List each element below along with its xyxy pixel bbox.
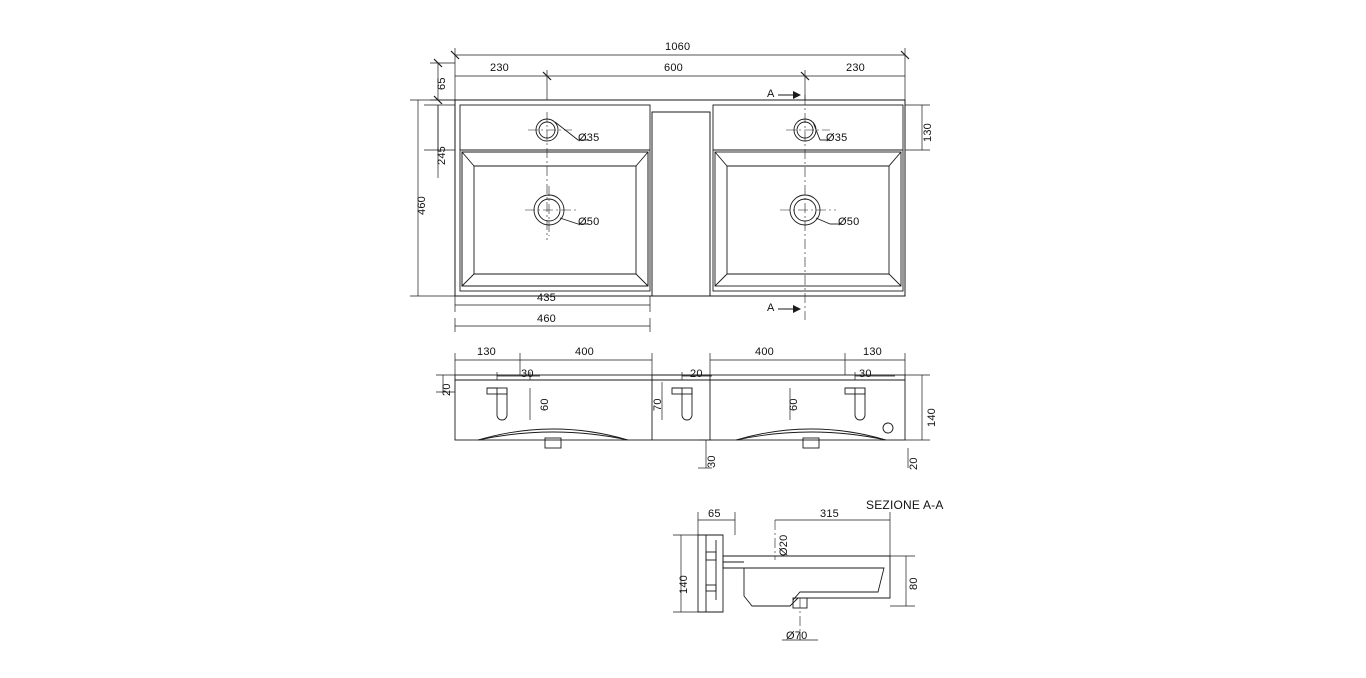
dim-front-depth-left: 60 bbox=[539, 398, 551, 411]
dim-section-bowl-height: 80 bbox=[908, 577, 920, 590]
dim-front-total-height: 140 bbox=[926, 408, 938, 427]
dim-top-left-segment: 230 bbox=[490, 62, 509, 74]
dim-section-tap-hole: Ø20 bbox=[778, 534, 790, 556]
hole-label-tap-right: Ø35 bbox=[826, 132, 848, 144]
section-mark-top: A bbox=[767, 88, 775, 100]
dim-top-center-segment: 600 bbox=[664, 62, 683, 74]
dim-front-bottom-rise: 30 bbox=[706, 455, 718, 468]
hole-label-drain-left: Ø50 bbox=[578, 216, 600, 228]
dim-top-back-offset: 65 bbox=[436, 77, 448, 90]
dim-top-right-segment: 230 bbox=[846, 62, 865, 74]
dim-top-overall-width: 1060 bbox=[665, 41, 691, 53]
dim-section-bowl-width: 315 bbox=[820, 508, 839, 520]
dim-front-height-top: 20 bbox=[441, 383, 453, 396]
dim-front-right-basin: 400 bbox=[755, 346, 774, 358]
dim-front-left-end: 130 bbox=[477, 346, 496, 358]
dim-section-total-height: 140 bbox=[678, 575, 690, 594]
dim-front-left-basin: 400 bbox=[575, 346, 594, 358]
dim-front-depth-right: 60 bbox=[788, 398, 800, 411]
dim-front-depth-center: 70 bbox=[652, 398, 664, 411]
dim-section-drain-hole: Ø70 bbox=[786, 630, 808, 642]
dim-section-back-width: 65 bbox=[708, 508, 721, 520]
dim-top-right-depth: 130 bbox=[922, 123, 934, 142]
hole-label-drain-right: Ø50 bbox=[838, 216, 860, 228]
dim-top-overall-depth: 460 bbox=[416, 196, 428, 215]
dim-front-slot-center: 20 bbox=[690, 368, 703, 380]
dim-top-basin-inner: 435 bbox=[537, 292, 556, 304]
dim-top-basin-depth: 245 bbox=[436, 146, 448, 165]
dim-front-bottom-edge: 20 bbox=[908, 457, 920, 470]
section-mark-bottom: A bbox=[767, 302, 775, 314]
section-title: SEZIONE A-A bbox=[866, 498, 944, 512]
hole-label-tap-left: Ø35 bbox=[578, 132, 600, 144]
dim-top-basin-outer: 460 bbox=[537, 313, 556, 325]
dim-front-slot-right: 30 bbox=[859, 368, 872, 380]
dim-front-slot-left: 30 bbox=[521, 368, 534, 380]
dim-front-right-end: 130 bbox=[863, 346, 882, 358]
